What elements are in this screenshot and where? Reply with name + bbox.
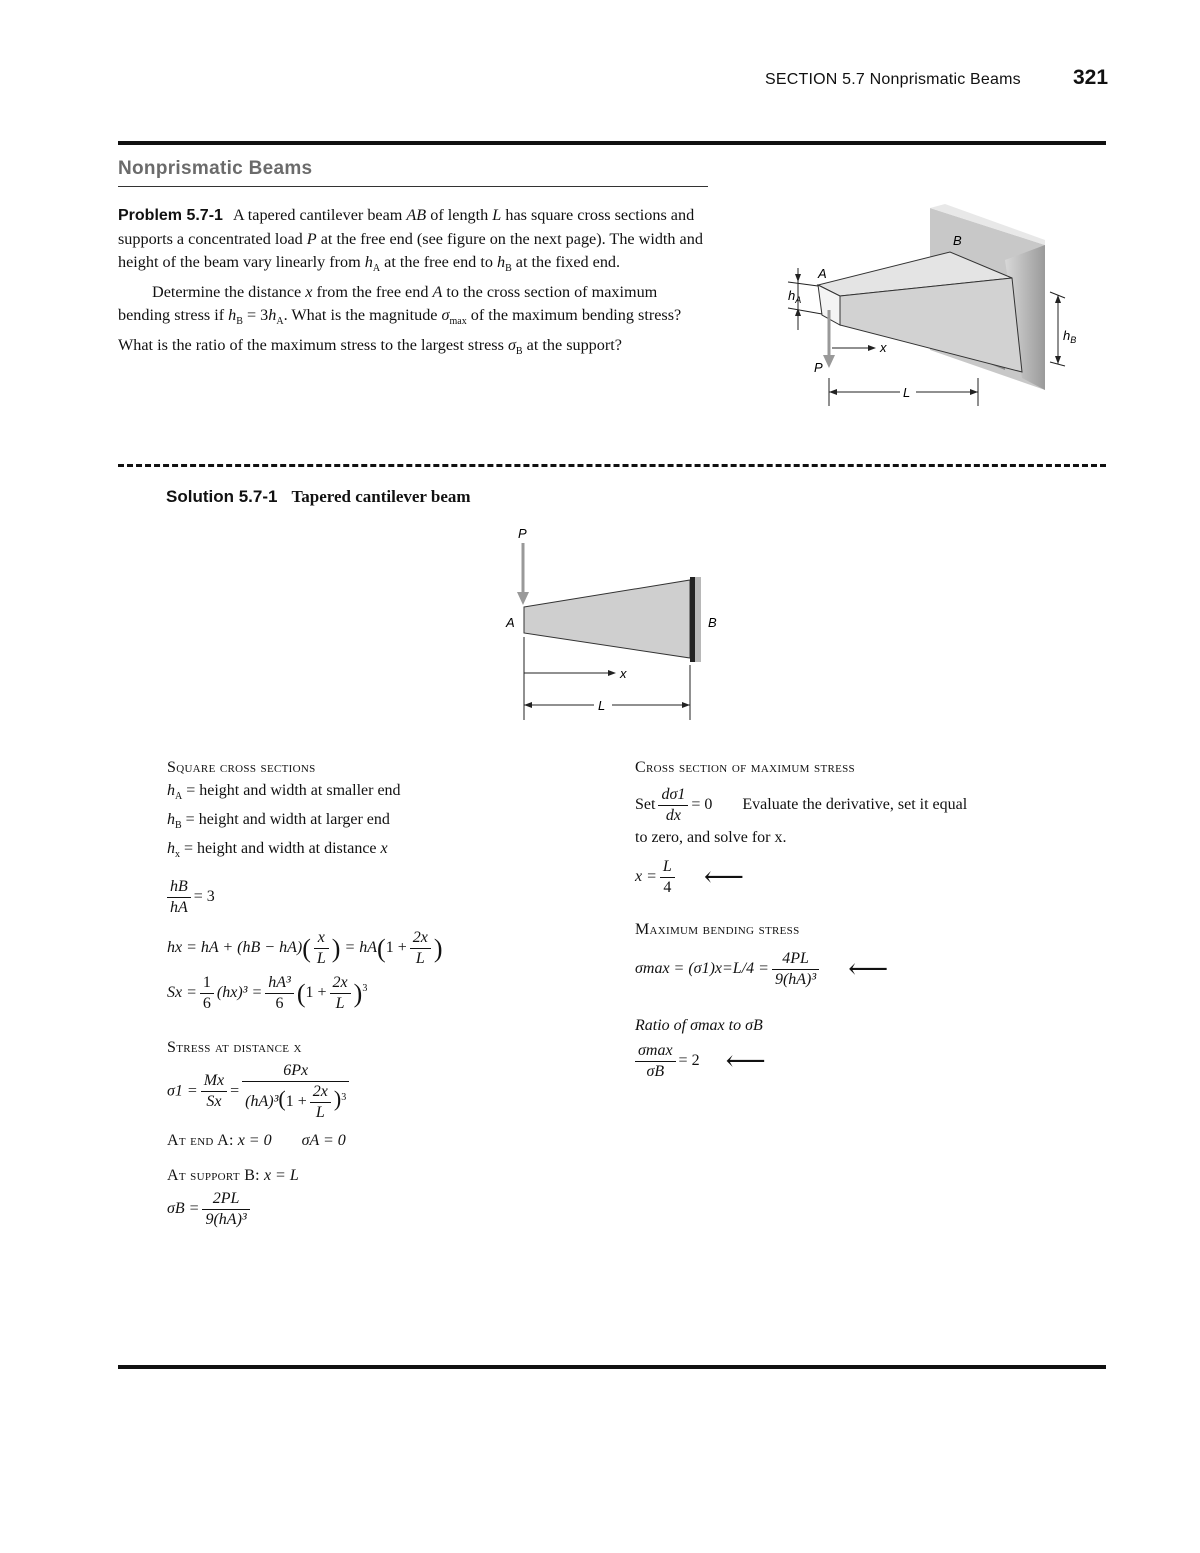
- solution-heading: Tapered cantilever beam: [291, 487, 471, 506]
- text: of length: [426, 206, 493, 224]
- running-header: SECTION 5.7 Nonprismatic Beams: [765, 71, 1021, 88]
- label-A: A: [818, 266, 827, 281]
- solution-title: [166, 487, 471, 507]
- problem-statement: [118, 204, 708, 364]
- label-B: B: [708, 615, 717, 630]
- support-B-condition: At support B: x = L: [167, 1166, 299, 1184]
- label-P: P: [518, 526, 527, 541]
- text: at the free end (see figure on the next page). The width and height of the beam vary linearly from: [118, 229, 703, 271]
- heading-stress-at-distance: Stress at distance x: [167, 1038, 302, 1056]
- text: at the support?: [522, 335, 622, 354]
- equation-sigma1: σ1 = $\frac{Mx}{Sx}$ = 6Px (hA)³(1 + $\frac{2x}{L}$ )$^3$: [167, 1061, 587, 1123]
- arrowhead: [970, 389, 978, 395]
- equation-ratio: $\frac{hB}{hA}$ = 3: [167, 877, 587, 918]
- text: of the maximum bending stress? What is the ratio of the maximum stress to the largest stress: [118, 306, 682, 354]
- equation-sx: Sx = $\frac{1}{6}$ (hx)³ = $\frac{\text{hA³}}{6}$ (1 + $\frac{2x}{L}$ )$^3$: [167, 973, 368, 1012]
- dashed-separator: [118, 464, 1106, 467]
- text: from the free end: [312, 282, 433, 301]
- text: Determine the distance: [152, 282, 306, 301]
- symbol: h: [364, 253, 373, 271]
- end-A-condition: At end A: x = 0 σA = 0: [167, 1131, 346, 1149]
- equation-x: x = $\frac{L}{4}$ ⟵: [635, 858, 744, 896]
- symbol: A: [432, 282, 443, 301]
- label-hA: $h_A$: [788, 288, 802, 305]
- page-number: 321: [1073, 66, 1109, 89]
- subscript: max: [449, 316, 467, 328]
- symbol: h: [228, 306, 237, 325]
- label-x: x: [880, 340, 887, 355]
- text: at the fixed end.: [511, 253, 621, 271]
- arrowhead: [823, 355, 835, 368]
- definition-hA: $h_A$ = height and width at smaller end: [167, 782, 401, 803]
- arrowhead: [795, 274, 801, 282]
- problem-label: Problem 5.7-1: [118, 207, 223, 224]
- text: = 3: [242, 306, 269, 325]
- symbol: σ: [441, 306, 450, 325]
- equation-hx: hx = hA + (hB − hA)( $\frac{x}{L}$ ) = hA(1 + $\frac{2x}{L}$ ): [167, 928, 443, 967]
- problem-paragraph-1: [118, 204, 708, 281]
- text: has square cross sections and supports a concentrated load: [118, 206, 695, 248]
- definition-hx: $h_x$ = height and width at distance x: [167, 840, 388, 861]
- derivative-note: to zero, and solve for x.: [635, 829, 787, 846]
- symbol: P: [306, 229, 317, 248]
- arrowhead: [608, 670, 616, 676]
- problem-paragraph-2: [118, 281, 708, 364]
- label-P: P: [814, 360, 823, 375]
- symbol: h: [496, 253, 506, 271]
- symbol: AB: [406, 206, 427, 224]
- subscript: A: [372, 263, 381, 275]
- label-L: L: [598, 698, 606, 713]
- result-arrow-icon: ⟵: [703, 861, 744, 893]
- right-column: [635, 756, 1075, 1082]
- label-B: B: [953, 233, 962, 248]
- section-title: Nonprismatic Beams: [118, 158, 313, 179]
- tapered-beam-3d-figure: [760, 200, 1100, 415]
- section-underline: [118, 186, 708, 187]
- beam-profile: [524, 580, 690, 658]
- ext-line: [788, 308, 822, 314]
- text: to the cross section of maximum bending stress if: [118, 282, 658, 325]
- heading-square-cross-sections: Square cross sections: [167, 759, 316, 776]
- support-shade: [695, 577, 701, 662]
- label-A: A: [506, 615, 515, 630]
- result-arrow-icon: ⟵: [725, 1045, 766, 1077]
- equation-sigma-max: σmax = (σ1)x=L/4 = $\frac{4PL}{\text{9(hA)³}}$ ⟵: [635, 950, 889, 988]
- arrowhead: [868, 345, 876, 351]
- arrowhead: [517, 592, 529, 605]
- text: A tapered cantilever beam: [232, 206, 407, 224]
- label-hB: $h_B$: [1063, 328, 1077, 345]
- definition-hB: $h_B$ = height and width at larger end: [167, 811, 390, 832]
- equation-ratio-result: $\frac{\sigma\max}{\sigma B}$ = 2 ⟵: [635, 1041, 1075, 1082]
- top-rule: [118, 141, 1106, 145]
- solution-label: Solution 5.7-1: [166, 487, 278, 506]
- left-column: [167, 756, 587, 1230]
- label-L: L: [903, 385, 911, 400]
- arrowhead: [1055, 356, 1061, 364]
- subscript: B: [505, 263, 512, 275]
- heading-ratio: Ratio of σmax to σB: [635, 1017, 763, 1034]
- subscript: A: [276, 316, 284, 328]
- tapered-beam-2d-figure: [490, 525, 730, 725]
- label-x: x: [620, 666, 627, 681]
- subscript: B: [515, 346, 523, 358]
- arrowhead: [682, 702, 690, 708]
- ext-line: [788, 282, 818, 286]
- text: at the free end to: [380, 253, 497, 271]
- arrowhead: [829, 389, 837, 395]
- text: . What is the magnitude: [283, 306, 442, 325]
- arrowhead: [524, 702, 532, 708]
- heading-max-bending-stress: Maximum bending stress: [635, 921, 800, 938]
- fixed-support: [690, 577, 695, 662]
- symbol: h: [268, 306, 277, 325]
- heading-cross-section-max-stress: Cross section of maximum stress: [635, 759, 855, 776]
- symbol: x: [305, 282, 313, 301]
- bottom-rule: [118, 1365, 1106, 1369]
- symbol: σ: [507, 335, 516, 354]
- symbol: L: [492, 206, 502, 224]
- equation-sigmaB: σB = $\frac{2PL}{\text{9(hA)³}}$: [167, 1189, 587, 1230]
- subscript: B: [236, 316, 243, 328]
- equation-derivative: Set $\frac{d\sigma 1}{dx}$ = 0 Evaluate the derivative, set it equal: [635, 786, 968, 824]
- result-arrow-icon: ⟵: [848, 953, 889, 985]
